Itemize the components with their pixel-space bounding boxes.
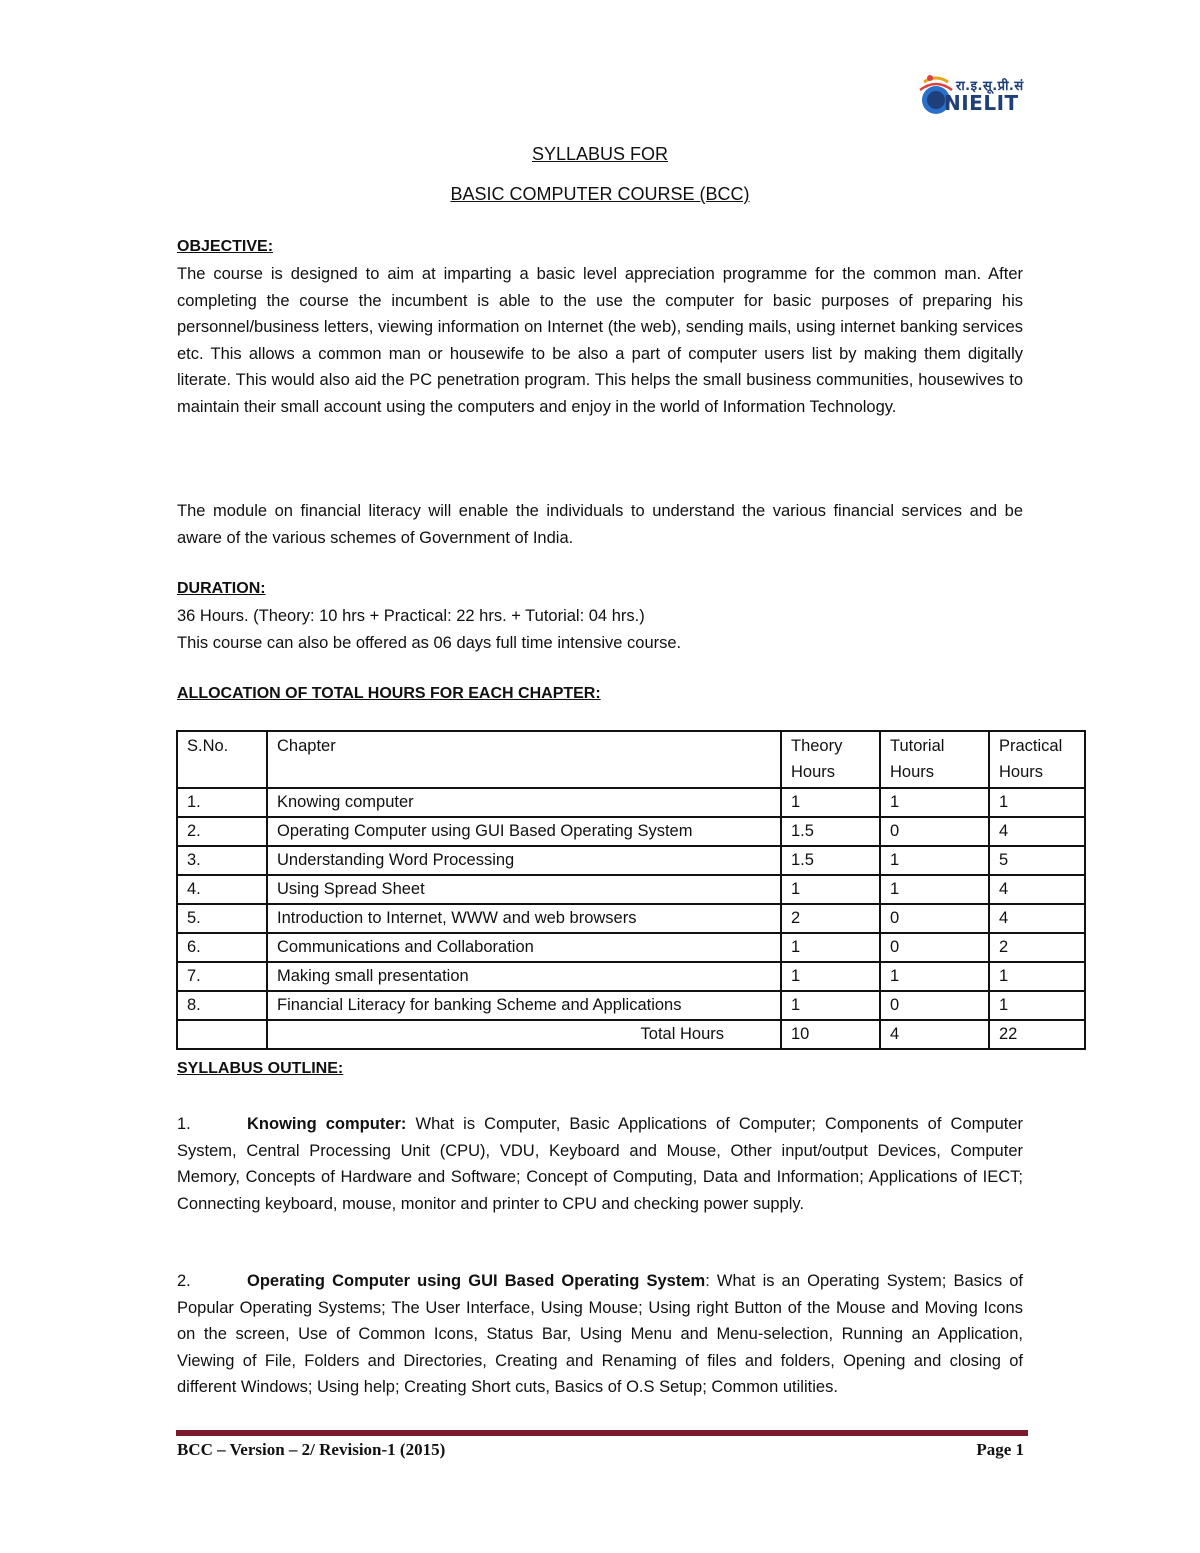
- cell-sno: 7.: [177, 962, 267, 991]
- cell-theory: 1.5: [781, 846, 880, 875]
- logo-hindi-text: रा.इ.सू.प्री.सं: [956, 79, 1024, 94]
- cell-tutorial: 1: [880, 875, 989, 904]
- outline-heading: SYLLABUS OUTLINE:: [177, 1060, 344, 1077]
- cell-theory: 1: [781, 991, 880, 1020]
- cell-practical: 1: [989, 788, 1085, 817]
- cell-chapter: Using Spread Sheet: [267, 875, 781, 904]
- cell-practical: 1: [989, 962, 1085, 991]
- cell-chapter: Introduction to Internet, WWW and web browsers: [267, 904, 781, 933]
- table-total-row: [177, 1020, 1085, 1049]
- cell-theory: 1: [781, 933, 880, 962]
- duration-hours: 36 Hours. (Theory: 10 hrs + Practical: 22 hrs. + Tutorial: 04 hrs.): [177, 607, 645, 625]
- header-sno: S.No.: [177, 731, 267, 788]
- page-title-line2: BASIC COMPUTER COURSE (BCC): [450, 184, 750, 204]
- table-row: [177, 875, 1085, 904]
- cell-theory: 1: [781, 788, 880, 817]
- cell-sno: 1.: [177, 788, 267, 817]
- table-row: [177, 817, 1085, 846]
- allocation-heading: ALLOCATION OF TOTAL HOURS FOR EACH CHAPTER:: [177, 685, 601, 702]
- header-practical-l1: Practical: [999, 737, 1063, 755]
- nielit-logo: [918, 72, 1028, 122]
- cell-theory: 1.5: [781, 817, 880, 846]
- cell-chapter: Understanding Word Processing: [267, 846, 781, 875]
- cell-practical: 4: [989, 875, 1085, 904]
- outline-item-number: 2.: [177, 1272, 191, 1290]
- cell-sno: 6.: [177, 933, 267, 962]
- header-tutorial: [880, 731, 989, 788]
- cell-practical: 4: [989, 817, 1085, 846]
- footer-version: BCC – Version – 2/ Revision-1 (2015): [177, 1440, 446, 1459]
- cell-chapter: Knowing computer: [267, 788, 781, 817]
- cell-tutorial: 1: [880, 962, 989, 991]
- financial-literacy-paragraph: The module on financial literacy will enable the individuals to understand the various financial services and be aware of the various schemes of Government of India.: [177, 502, 1023, 547]
- objective-paragraph: The course is designed to aim at imparting a basic level appreciation programme for the common man. After completing the course the incumbent is able to the use the computer for basic purposes of preparing his personnel/business letters, viewing information on Internet (the web), sending mails, using internet banking services etc. This allows a common man or housewife to be also a part of computer users list by making them digitally literate. This would also aid the PC penetration program. This helps the small business communities, housewives to maintain their small account using the computers and enjoy in the world of Information Technology.: [177, 265, 1023, 416]
- cell-sno: 3.: [177, 846, 267, 875]
- footer-page-number: Page 1: [976, 1440, 1024, 1459]
- cell-sno: 5.: [177, 904, 267, 933]
- header-chapter: Chapter: [267, 731, 781, 788]
- cell-sno: 2.: [177, 817, 267, 846]
- table-header-row: [177, 731, 1085, 788]
- objective-heading: OBJECTIVE:: [177, 238, 274, 255]
- cell-practical: 2: [989, 933, 1085, 962]
- cell-tutorial: 1: [880, 788, 989, 817]
- cell-chapter: Operating Computer using GUI Based Operating System: [267, 817, 781, 846]
- cell-practical: 4: [989, 904, 1085, 933]
- logo-name: NIELIT: [944, 91, 1019, 115]
- outline-item-number: 1.: [177, 1115, 191, 1133]
- cell-tutorial: 0: [880, 904, 989, 933]
- table-row: [177, 846, 1085, 875]
- outline-item-2: [177, 1268, 1023, 1401]
- total-tutorial: 4: [880, 1020, 989, 1049]
- cell-practical: 5: [989, 846, 1085, 875]
- cell-chapter: Making small presentation: [267, 962, 781, 991]
- outline-item-1: [177, 1111, 1023, 1217]
- header-tutorial-l2: Hours: [890, 763, 935, 781]
- outline-item-title: Knowing computer:: [247, 1115, 407, 1133]
- footer-rule: [176, 1430, 1028, 1436]
- cell-tutorial: 0: [880, 933, 989, 962]
- cell-practical: 1: [989, 991, 1085, 1020]
- cell-tutorial: 1: [880, 846, 989, 875]
- cell-sno: 8.: [177, 991, 267, 1020]
- outline-item-title: Operating Computer using GUI Based Operating System: [247, 1272, 706, 1290]
- total-practical: 22: [989, 1020, 1085, 1049]
- table-row: [177, 788, 1085, 817]
- allocation-table: [176, 730, 1086, 1050]
- header-practical: [989, 731, 1085, 788]
- header-theory: [781, 731, 880, 788]
- outline-item-text: : What is an Operating System; Basics of Popular Operating Systems; The User Interface, Using Mouse; Using right Button of the Mouse and Moving Icons on the screen, Use of Common Icons, Status Bar, Using Menu and Menu-selection, Running an Application, Viewing of File, Folders and Directories, Creating and Renaming of files and folders, Opening and closing of different Windows; Using help; Creating Short cuts, Basics of O.S Setup; Common utilities.: [177, 1272, 1024, 1397]
- header-practical-l2: Hours: [999, 763, 1044, 781]
- cell-theory: 2: [781, 904, 880, 933]
- outline-item-text: What is Computer, Basic Applications of Computer; Components of Computer System, Central Processing Unit (CPU), VDU, Keyboard and Mouse, Other input/output Devices, Computer Memory, Concepts of Hardware and Software; Concept of Computing, Data and Information; Applications of IECT; Connecting keyboard, mouse, monitor and printer to CPU and checking power supply.: [177, 1115, 1023, 1213]
- cell-theory: 1: [781, 962, 880, 991]
- total-theory: 10: [781, 1020, 880, 1049]
- table-row: [177, 991, 1085, 1020]
- cell-empty: [177, 1020, 267, 1049]
- cell-tutorial: 0: [880, 817, 989, 846]
- duration-intensive-note: This course can also be offered as 06 days full time intensive course.: [177, 634, 682, 652]
- header-theory-l2: Hours: [791, 763, 836, 781]
- duration-heading: DURATION:: [177, 580, 266, 597]
- cell-chapter: Financial Literacy for banking Scheme and Applications: [267, 991, 781, 1020]
- cell-sno: 4.: [177, 875, 267, 904]
- page-title-line1: SYLLABUS FOR: [531, 144, 669, 164]
- cell-tutorial: 0: [880, 991, 989, 1020]
- total-hours-label: Total Hours: [267, 1020, 781, 1049]
- header-theory-l1: Theory: [791, 737, 843, 755]
- table-row: [177, 962, 1085, 991]
- table-row: [177, 933, 1085, 962]
- cell-chapter: Communications and Collaboration: [267, 933, 781, 962]
- cell-theory: 1: [781, 875, 880, 904]
- table-row: [177, 904, 1085, 933]
- header-tutorial-l1: Tutorial: [890, 737, 945, 755]
